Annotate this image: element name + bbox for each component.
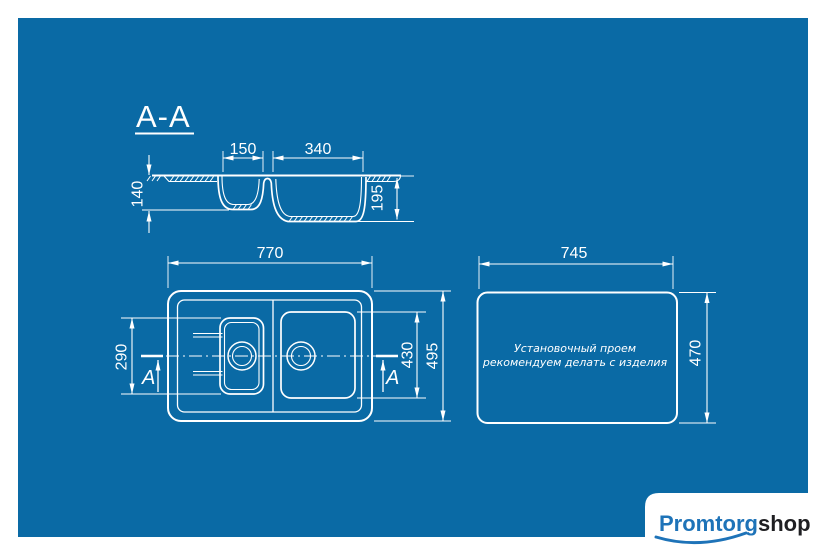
dim-label: 745 — [560, 245, 588, 262]
cutout-note-line1: Установочный проем — [513, 342, 637, 355]
dim-label: 470 — [687, 339, 705, 367]
dim-label: 140 — [129, 180, 147, 208]
dim-label: 495 — [424, 342, 442, 370]
section-marker-label: A — [386, 367, 400, 389]
section-marker-label: A — [142, 367, 156, 389]
logo-brand[interactable]: Promtorg — [659, 511, 758, 536]
dim-label: 290 — [113, 343, 131, 371]
section-label: A-A — [136, 99, 191, 134]
blueprint-background — [18, 18, 808, 537]
dim-label: 770 — [256, 245, 284, 262]
dim-label: 430 — [399, 341, 417, 369]
cutout-note-line2: рекомендуем делать с изделия — [482, 356, 668, 369]
promtorg-logo[interactable] — [645, 493, 830, 560]
dim-label: 340 — [304, 141, 332, 158]
dim-label: 195 — [369, 184, 387, 212]
logo-suffix[interactable]: shop — [758, 511, 811, 536]
dim-label: 150 — [229, 141, 257, 158]
logo-text[interactable] — [659, 511, 811, 536]
